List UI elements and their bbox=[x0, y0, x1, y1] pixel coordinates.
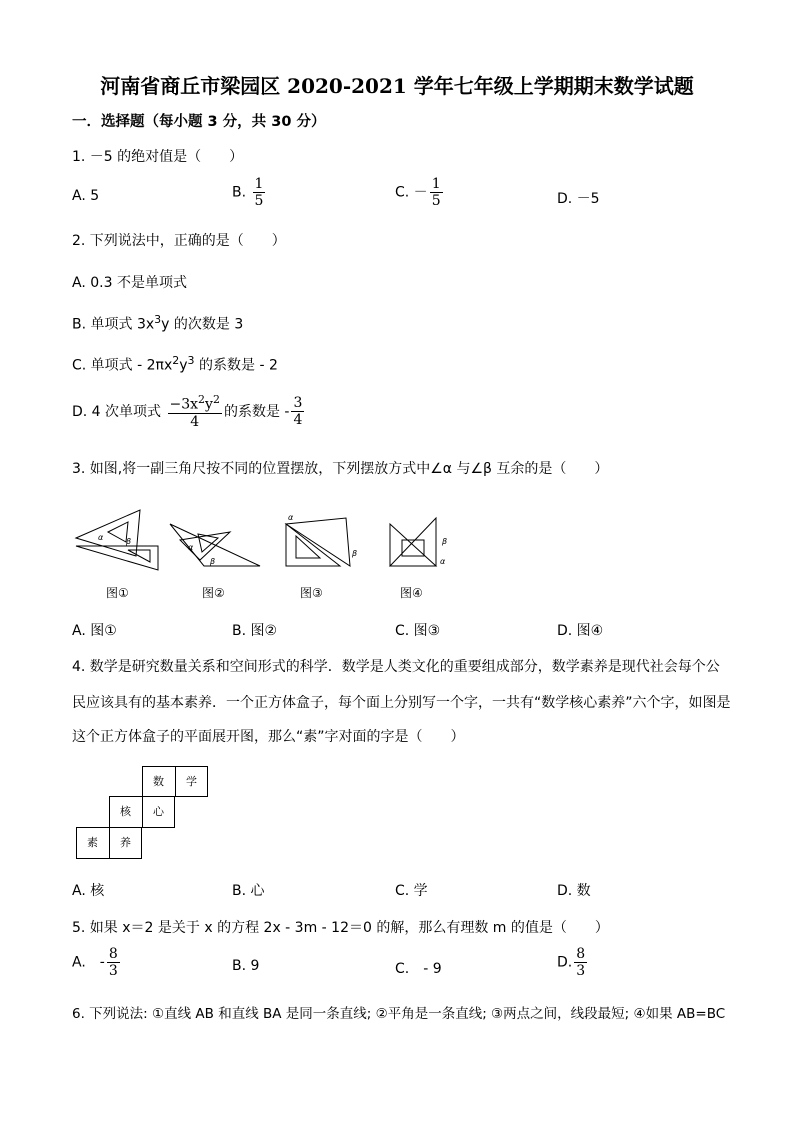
q5-d-fraction bbox=[574, 946, 587, 979]
q5-d-numerator: 8 bbox=[576, 946, 586, 962]
q1-b-denominator: 5 bbox=[254, 193, 264, 210]
section-heading: 一．选择题（每小题 3 分，共 30 分） bbox=[72, 114, 326, 130]
q4-line-3: 这个正方体盒子的平面展开图，那么“素”字对面的字是（ ） bbox=[72, 729, 465, 745]
q4-option-a: A. 核 bbox=[72, 883, 105, 899]
q5-option-a bbox=[72, 946, 122, 979]
q4-option-c: C. 学 bbox=[395, 883, 428, 899]
figure-2-beta: β bbox=[210, 557, 216, 566]
q2-d-num-exp2: 2 bbox=[212, 393, 220, 406]
q1-c-denominator: 5 bbox=[431, 193, 441, 210]
q2-b-var: y bbox=[161, 316, 170, 333]
q5-a-fraction bbox=[107, 946, 120, 979]
q5-d-prefix: D. bbox=[557, 954, 573, 971]
q2-d-denominator: 4 bbox=[190, 413, 200, 430]
figure-4-beta: β bbox=[442, 537, 448, 546]
q2-option-d bbox=[72, 394, 306, 430]
q2-option-a: A. 0.3 不是单项式 bbox=[72, 275, 187, 291]
q3-option-b: B. 图② bbox=[232, 623, 278, 639]
q1-option-b-fraction bbox=[253, 176, 266, 209]
figure-3-caption: 图③ bbox=[300, 586, 323, 600]
net-cell-shu: 数 bbox=[153, 775, 164, 788]
q2-d-mid: 的系数是 - bbox=[223, 403, 290, 420]
figure-2-alpha: α bbox=[188, 543, 194, 552]
q1-option-b-prefix: B. bbox=[232, 184, 247, 201]
figure-3-beta: β bbox=[352, 549, 358, 558]
net-cell-he: 核 bbox=[120, 805, 131, 818]
q2-d-num-a: −3x bbox=[169, 396, 199, 413]
q1-stem: 1. －5 的绝对值是（ ） bbox=[72, 149, 244, 165]
figure-4-alpha: α bbox=[440, 557, 446, 566]
cube-net bbox=[76, 766, 210, 860]
q2-d-fraction2 bbox=[291, 395, 304, 428]
q1-option-c-prefix: C. － bbox=[395, 184, 428, 201]
q4-line-1: 4. 数学是研究数量关系和空间形式的科学．数学是人类文化的重要组成部分，数学素养是现代社会每个公 bbox=[72, 659, 720, 675]
figure-2-caption: 图② bbox=[202, 586, 225, 600]
q1-b-numerator: 1 bbox=[254, 176, 264, 192]
figure-1-alpha: α bbox=[98, 533, 104, 542]
q5-a-prefix: A. - bbox=[72, 954, 105, 971]
q2-b-tail: 的次数是 3 bbox=[169, 316, 244, 333]
q2-c-tail: 的系数是 - 2 bbox=[194, 357, 278, 374]
q5-stem: 5. 如果 x＝2 是关于 x 的方程 2x - 3m - 12＝0 的解，那么有理数 m 的值是（ ） bbox=[72, 920, 609, 936]
q2-c-exp2: 3 bbox=[187, 354, 195, 367]
q5-option-d bbox=[557, 946, 589, 979]
q4-option-d: D. 数 bbox=[557, 883, 591, 899]
figure-3-triangles bbox=[286, 518, 350, 566]
q2-d-num-b: y bbox=[205, 396, 213, 413]
q2-c-exp1: 2 bbox=[172, 354, 180, 367]
q2-d-numerator bbox=[168, 394, 222, 414]
q2-stem: 2. 下列说法中，正确的是（ ） bbox=[72, 233, 286, 249]
q3-option-c: C. 图③ bbox=[395, 623, 441, 639]
q2-c-text: C. 单项式 - 2πx bbox=[72, 357, 173, 374]
q2-c-var: y bbox=[179, 357, 188, 374]
q5-d-denominator: 3 bbox=[576, 963, 586, 980]
q4-option-b: B. 心 bbox=[232, 883, 265, 899]
q3-figures bbox=[70, 500, 470, 610]
q5-option-b: B. 9 bbox=[232, 958, 260, 974]
figure-4-triangles bbox=[390, 518, 436, 566]
q6-stem: 6. 下列说法: ①直线 AB 和直线 BA 是同一条直线; ②平角是一条直线; ③两点之间，线段最短; ④如果 AB=BC bbox=[72, 1006, 726, 1022]
net-cell-su: 素 bbox=[87, 836, 98, 849]
q1-option-c-fraction bbox=[430, 176, 443, 209]
q5-option-c: C. - 9 bbox=[395, 961, 442, 977]
q3-option-d: D. 图④ bbox=[557, 623, 604, 639]
q1-option-c bbox=[395, 176, 445, 209]
page-title: 河南省商丘市梁园区 2020-2021 学年七年级上学期期末数学试题 bbox=[100, 74, 694, 98]
figure-3-alpha: α bbox=[288, 513, 294, 522]
net-cell-yang: 养 bbox=[120, 836, 131, 849]
q2-option-b bbox=[72, 313, 243, 334]
net-cell-xue: 学 bbox=[186, 775, 197, 788]
q1-c-numerator: 1 bbox=[431, 176, 441, 192]
figure-1-caption: 图① bbox=[106, 586, 129, 600]
q5-a-numerator: 8 bbox=[108, 946, 118, 962]
q2-b-text: B. 单项式 3x bbox=[72, 316, 155, 333]
figure-1-beta: β bbox=[126, 537, 132, 546]
q2-d-num-exp1: 2 bbox=[198, 393, 206, 406]
q3-stem: 3. 如图,将一副三角尺按不同的位置摆放，下列摆放方式中∠α 与∠β 互余的是（ ） bbox=[72, 461, 609, 477]
q1-option-b bbox=[232, 176, 267, 209]
q2-option-c bbox=[72, 354, 278, 375]
q2-d-numerator2: 3 bbox=[293, 395, 303, 412]
q3-option-a: A. 图① bbox=[72, 623, 117, 639]
q2-d-text: D. 4 次单项式 bbox=[72, 403, 162, 420]
q1-option-d: D. －5 bbox=[557, 191, 600, 207]
q4-line-2: 民应该具有的基本素养．一个正方体盒子，每个面上分别写一个字，一共有“数学核心素养”六个字，如图是 bbox=[72, 695, 731, 711]
net-cell-xin: 心 bbox=[153, 805, 164, 818]
q1-option-a: A. 5 bbox=[72, 188, 100, 204]
q2-d-fraction bbox=[168, 394, 222, 430]
q2-b-exponent: 3 bbox=[154, 313, 162, 326]
figure-4-caption: 图④ bbox=[400, 586, 423, 600]
q5-a-denominator: 3 bbox=[108, 963, 118, 980]
q2-d-denominator2: 4 bbox=[293, 412, 303, 429]
figure-1-triangles bbox=[76, 510, 158, 570]
